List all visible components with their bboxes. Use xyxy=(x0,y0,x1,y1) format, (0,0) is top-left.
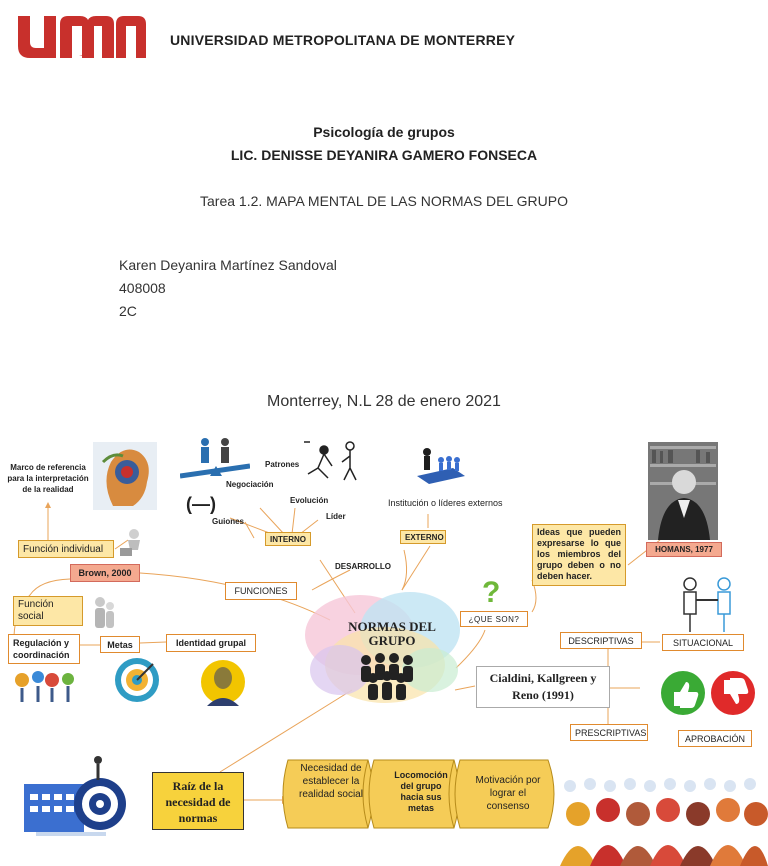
professor-name: LIC. DENISSE DEYANIRA GAMERO FONSECA xyxy=(230,147,538,163)
prescriptivas-box: PRESCRIPTIVAS xyxy=(570,724,648,741)
funcion-social-box: Función social xyxy=(13,596,83,626)
student-name: Karen Deyanira Martínez Sandoval xyxy=(119,257,337,273)
necesidad-text: Necesidad de establecer la realidad social xyxy=(299,763,363,800)
thumbs-down-icon xyxy=(710,670,756,716)
funciones-box: FUNCIONES xyxy=(225,582,297,600)
center-title: NORMAS DEL GRUPO xyxy=(348,619,436,648)
institucion-label: Institución o líderes externos xyxy=(388,498,503,508)
brown-2000-box: Brown, 2000 xyxy=(70,564,140,582)
que-son-box: ¿QUE SON? xyxy=(460,611,528,627)
handshake-image xyxy=(676,576,738,634)
university-name: UNIVERSIDAD METROPOLITANA DE MONTERREY xyxy=(170,32,516,48)
mind-map xyxy=(0,430,768,866)
externo-box: EXTERNO xyxy=(400,530,446,544)
motivacion-text: Motivación por lograr el consenso xyxy=(475,775,541,812)
regulacion-box: Regulación y coordinación xyxy=(8,634,80,664)
raiz-box: Raíz de la necesidad de normas xyxy=(152,772,244,830)
university-logo xyxy=(16,12,148,58)
lider-label: Líder xyxy=(326,512,346,521)
homans-box: HOMANS, 1977 xyxy=(646,542,722,557)
interno-box: INTERNO xyxy=(265,532,311,546)
student-id: 408008 xyxy=(119,280,166,296)
group-people-icon xyxy=(356,650,418,700)
cialdini-box: Cialdini, Kallgreen y Reno (1991) xyxy=(476,666,610,708)
question-mark-icon: ? xyxy=(482,576,501,609)
crowd-image xyxy=(560,774,768,866)
identidad-grupal-box: Identidad grupal xyxy=(166,634,256,652)
subject-title: Psicología de grupos xyxy=(313,124,455,140)
student-group: 2C xyxy=(119,303,137,319)
target-icon xyxy=(113,656,161,704)
task-title: Tarea 1.2. MAPA MENTAL DE LAS NORMAS DEL GRUPO xyxy=(200,193,568,209)
definition-box: Ideas que pueden expresarse lo que los miembros del grupo deben o no deben hacer. xyxy=(532,524,626,586)
funcion-individual-box: Función individual xyxy=(18,540,114,558)
aprobacion-box: APROBACIÓN xyxy=(678,730,752,747)
minus-symbol: (—) xyxy=(186,494,216,514)
thumbs-up-icon xyxy=(660,670,706,716)
desarrollo-label: DESARROLLO xyxy=(335,562,391,571)
logo-text: umm xyxy=(79,55,85,57)
guiones-label: Guiones xyxy=(212,517,245,526)
situacional-box: SITUACIONAL xyxy=(662,634,744,651)
patrones-label: Patrones xyxy=(265,460,300,469)
homans-photo xyxy=(648,442,718,540)
negotiation-balance-image xyxy=(180,436,250,480)
marco-referencia-text: Marco de referencia para la interpretación de la realidad xyxy=(7,463,89,494)
place-date: Monterrey, N.L 28 de enero 2021 xyxy=(267,393,501,410)
evolucion-label: Evolución xyxy=(290,496,329,505)
group-figures-icon xyxy=(90,596,118,630)
person-figure-icon xyxy=(118,528,146,558)
locomocion-text: Locomoción del grupo hacia sus metas xyxy=(394,770,448,813)
identity-person-image xyxy=(199,658,247,708)
external-leaders-image xyxy=(413,446,469,486)
negociacion-label: Negociación xyxy=(226,480,274,489)
calendar-target-image xyxy=(16,754,128,838)
head-puzzle-image xyxy=(93,442,157,510)
sketch-figures-image xyxy=(302,438,366,482)
metas-box: Metas xyxy=(100,636,140,653)
gears-team-image xyxy=(10,670,80,710)
descriptivas-box: DESCRIPTIVAS xyxy=(560,632,642,649)
